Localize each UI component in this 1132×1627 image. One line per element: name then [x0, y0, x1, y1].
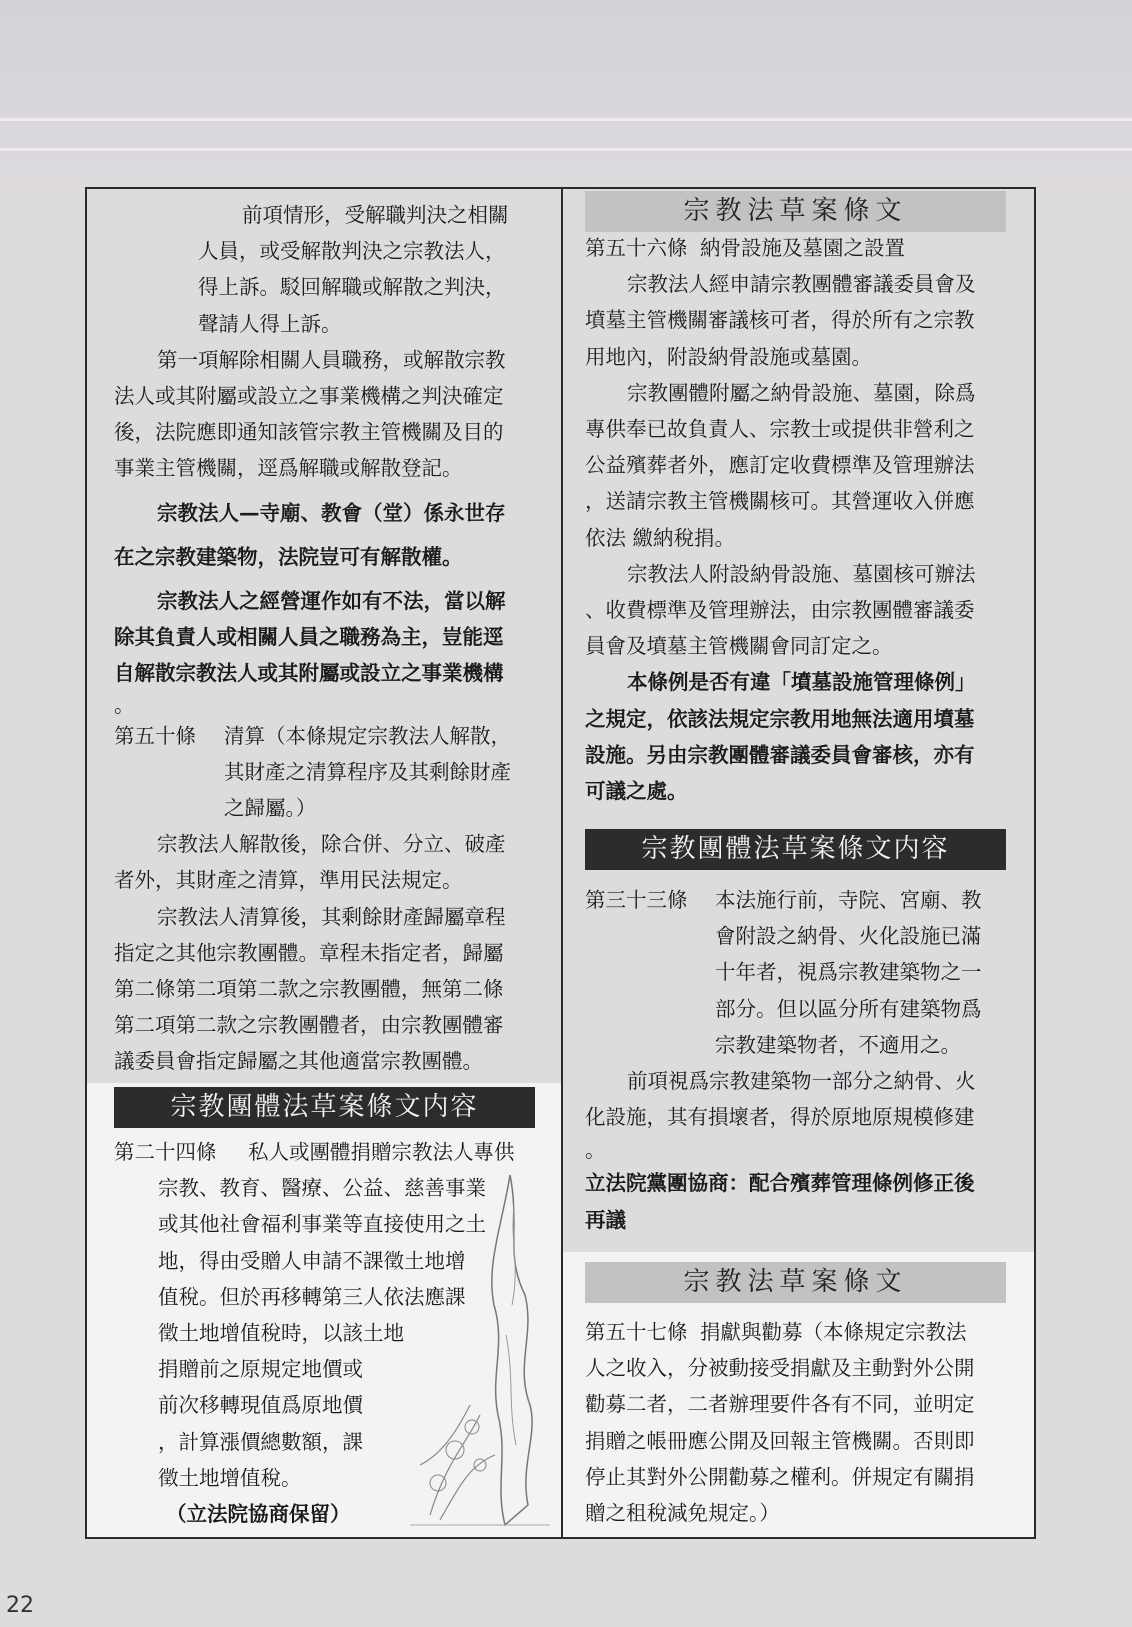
text-line: 捐贈之帳冊應公開及回報主管機關。否則即 — [585, 1428, 975, 1453]
text-line: 用地內，附設納骨設施或墓園。 — [585, 344, 872, 369]
article-label: 第五十條 — [114, 723, 196, 748]
text-line: 會附設之納骨、火化設施已滿 — [715, 924, 982, 949]
text-line: 依法 繳納稅捐。 — [585, 525, 736, 550]
text-line: 除其負責人或相關人員之職務為主，豈能逕 — [114, 625, 504, 650]
right-column — [585, 230, 1025, 809]
text-line: 前項視爲宗教建築物一部分之納骨、火 — [627, 1069, 976, 1094]
text-line: ，送請宗教主管機關核可。其營運收入併應 — [585, 489, 975, 514]
text-line: 本條例是否有違「墳墓設施管理條例」 — [627, 670, 976, 695]
text-line: 員會及墳墓主管機關會同訂定之。 — [585, 634, 893, 659]
text-line: 部分。但以區分所有建築物爲 — [715, 996, 982, 1021]
text-line: 在之宗教建築物，法院豈可有解散權。 — [114, 544, 463, 569]
text-line: 前次移轉現值爲原地價 — [158, 1393, 363, 1418]
section-header: 宗教團體法草案條文内容 — [585, 829, 1006, 870]
text-line: 宗教法人解散後，除合併、分立、破產 — [157, 832, 506, 857]
text-line: 宗教法人清算後，其剩餘財產歸屬章程 — [157, 904, 506, 929]
text-line: 公益殯葬者外，應訂定收費標準及管理辦法 — [585, 453, 975, 478]
text-line: 自解散宗教法人或其附屬或設立之事業機構 — [114, 661, 504, 686]
text-line: 或其他社會福利事業等直接使用之土 — [158, 1212, 486, 1237]
top-rule — [0, 118, 1132, 121]
text-line: 指定之其他宗教團體。章程未指定者，歸屬 — [114, 940, 504, 965]
article-label: 第五十六條 — [585, 236, 688, 260]
text-line: 第一項解除相關人員職務，或解散宗教 — [157, 347, 506, 372]
text-line: 專供奉已故負責人、宗教士或提供非營利之 — [585, 417, 975, 442]
text-line: 地，得由受贈人申請不課徵土地增 — [158, 1248, 466, 1273]
text-line: 墳墓主管機關審議核可者，得於所有之宗教 — [585, 308, 975, 333]
text-line: 可議之處。 — [585, 779, 688, 804]
text-line: 徵土地增值稅時，以該土地 — [158, 1321, 404, 1346]
top-rule-2 — [0, 148, 1132, 151]
text-line: 人員，或受解散判決之宗教法人， — [198, 239, 506, 264]
text-line: 其財產之清算程序及其剩餘財產 — [224, 759, 511, 784]
left-column — [114, 197, 554, 1080]
negotiation-note: 立法院黨團協商：配合殯葬管理條例修正後 — [585, 1171, 975, 1196]
article-label: 第三十三條 — [585, 888, 688, 912]
article-33 — [585, 882, 1025, 1238]
text-line: 贈之租稅減免規定。） — [585, 1501, 780, 1526]
text-line: 第二項第二款之宗教團體者，由宗教團體審 — [114, 1013, 504, 1038]
section-header: 宗教團體法草案條文内容 — [114, 1087, 535, 1128]
text-line: 得上訴。駁回解職或解散之判決， — [198, 275, 506, 300]
text-line: 徵土地增值稅。 — [158, 1465, 302, 1490]
text-line: 化設施，其有損壞者，得於原地原規模修建 — [585, 1105, 975, 1130]
text-line: 宗教法人經申請宗教團體審議委員會及 — [627, 272, 976, 297]
page-number: 22 — [6, 1593, 34, 1618]
text-line: 宗教團體附屬之納骨設施、墓園，除爲 — [627, 380, 976, 405]
section-header: 宗教法草案條文 — [585, 191, 1006, 232]
article-57 — [585, 1314, 1025, 1531]
text-line: 捐獻與勸募（本條規定宗教法 — [700, 1320, 967, 1344]
text-line: 之歸屬。） — [224, 796, 317, 821]
article-24 — [114, 1134, 554, 1532]
page-top-band — [0, 0, 1132, 190]
text-line: 設施。另由宗教團體審議委員會審核，亦有 — [585, 742, 975, 767]
text-line: 宗教法人—寺廟、教會（堂）係永世存 — [157, 500, 506, 525]
text-line: 者外，其財產之清算，準用民法規定。 — [114, 868, 463, 893]
text-line: 事業主管機關，逕爲解職或解散登記。 — [114, 456, 463, 481]
text-line: 。 — [585, 1138, 606, 1163]
negotiation-note: （立法院協商保留） — [166, 1502, 351, 1527]
article-50-line — [114, 718, 554, 754]
column-divider — [561, 187, 563, 1539]
text-line: 。 — [114, 692, 135, 717]
text-line: 停止其對外公開勸募之權利。併規定有關捐 — [585, 1464, 975, 1489]
text-line: 聲請人得上訴。 — [198, 311, 342, 336]
text-line: 議委員會指定歸屬之其他適當宗教團體。 — [114, 1049, 483, 1074]
negotiation-note: 再議 — [585, 1207, 626, 1232]
text-line: 私人或團體捐贈宗教法人專供 — [248, 1140, 515, 1164]
article-title: 納骨設施及墓園之設置 — [700, 236, 905, 260]
text-line: 宗教法人附設納骨設施、墓園核可辦法 — [627, 561, 976, 586]
text-line: 、收費標準及管理辦法，由宗教團體審議委 — [585, 598, 975, 623]
text-line: 前項情形，受解職判決之相關 — [242, 203, 509, 227]
text-line: ，計算漲價總數額，課 — [158, 1429, 363, 1454]
text-line: 清算（本條規定宗教法人解散， — [224, 723, 511, 748]
article-label: 第二十四條 — [114, 1140, 217, 1164]
text-line: 值稅。但於再移轉第三人依法應課 — [158, 1284, 466, 1309]
text-line: 宗教、教育、醫療、公益、慈善事業 — [158, 1176, 486, 1201]
text-line: 後，法院應即通知該管宗教主管機關及目的 — [114, 420, 504, 445]
text-line: 之規定，依該法規定宗教用地無法適用墳墓 — [585, 706, 975, 731]
text-line: 法人或其附屬或設立之事業機構之判決確定 — [114, 384, 504, 409]
text-line: 第二條第二項第二款之宗教團體，無第二條 — [114, 977, 504, 1002]
section-header: 宗教法草案條文 — [585, 1262, 1006, 1303]
text-line: 宗教法人之經營運作如有不法，當以解 — [157, 589, 506, 614]
text-line: 十年者，視爲宗教建築物之一 — [715, 960, 982, 985]
text-line: 勸募二者，二者辦理要件各有不同，並明定 — [585, 1392, 975, 1417]
article-label: 第五十七條 — [585, 1320, 688, 1344]
text-line: 捐贈前之原規定地價或 — [158, 1357, 363, 1382]
text-line: 宗教建築物者，不適用之。 — [715, 1032, 961, 1057]
text-line: 本法施行前，寺院、宮廟、教 — [715, 888, 982, 912]
text-line: 人之收入，分被動接受捐獻及主動對外公開 — [585, 1356, 975, 1381]
